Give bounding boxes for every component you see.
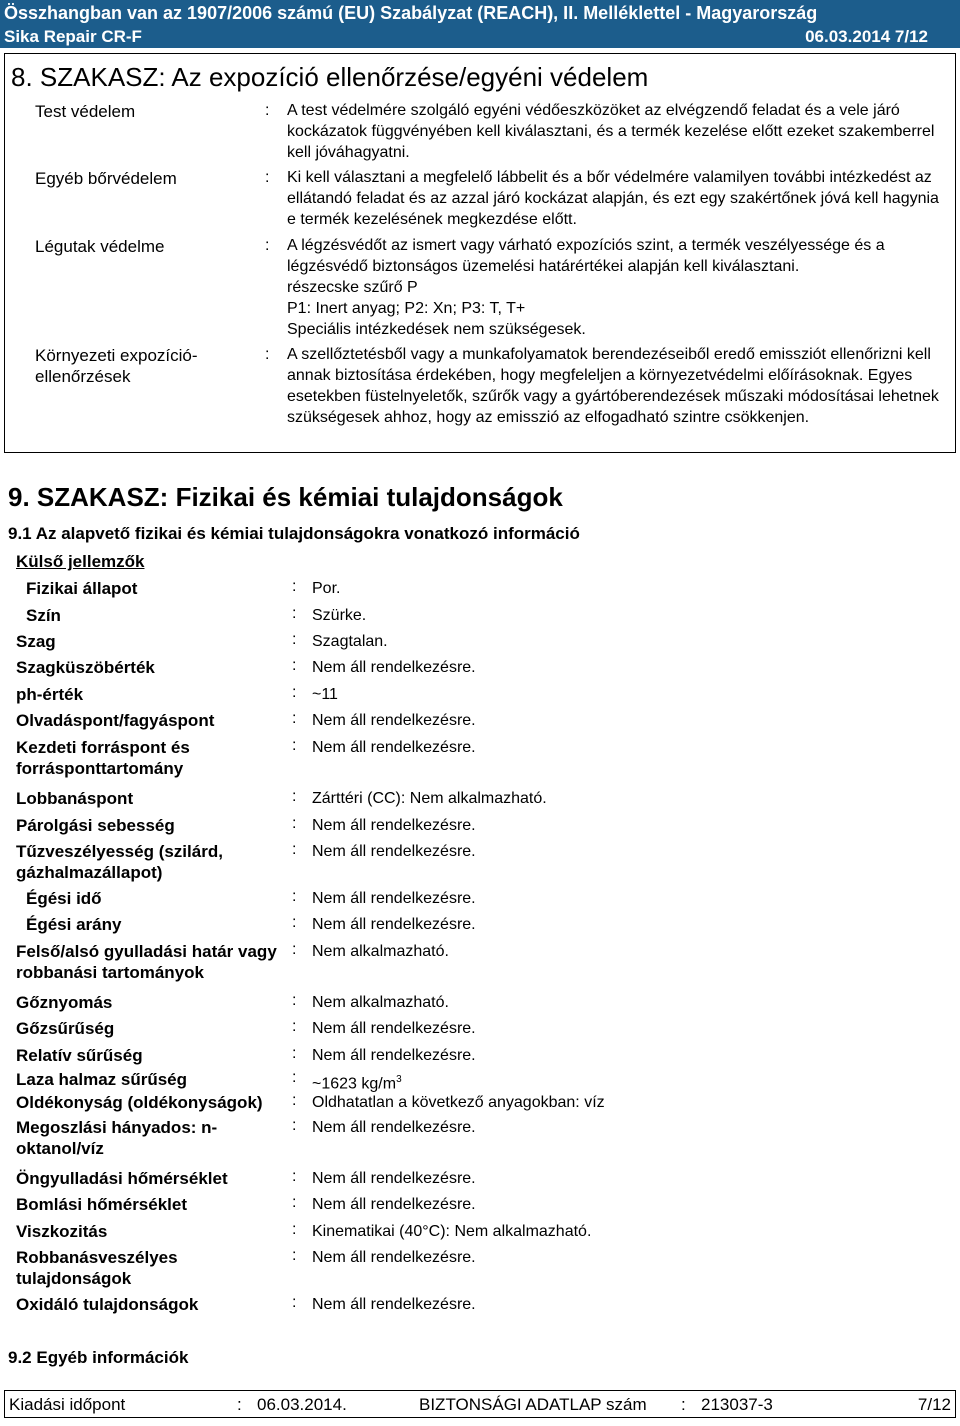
property-value-text: Nem áll rendelkezésre. xyxy=(312,1196,476,1213)
property-value-text: ~1623 kg/m xyxy=(312,1075,397,1093)
property-value xyxy=(312,1294,476,1315)
property-colon: : xyxy=(292,578,297,595)
issue-date-label: Kiadási időpont xyxy=(9,1395,126,1414)
property-colon: : xyxy=(292,710,297,727)
property-colon: : xyxy=(292,1092,297,1109)
property-value xyxy=(312,1221,591,1242)
property-label: Égési arány xyxy=(26,915,122,934)
property-value-text: Nem áll rendelkezésre. xyxy=(312,712,476,729)
respiratory-filter-classes: P1: Inert anyag; P2: Xn; P3: T, T+ xyxy=(287,300,526,317)
property-colon: : xyxy=(292,788,297,805)
property-colon: : xyxy=(292,631,297,648)
property-label: Megoszlási hányados: n-oktanol/víz xyxy=(16,1118,218,1158)
property-colon: : xyxy=(292,941,297,958)
sds-number: 213037-3 xyxy=(701,1395,773,1414)
issue-date: 06.03.2014. xyxy=(257,1395,347,1414)
property-value-text: Por. xyxy=(312,580,341,597)
property-value xyxy=(312,631,388,652)
property-value xyxy=(312,1168,476,1189)
property-colon: : xyxy=(292,1221,297,1238)
property-value xyxy=(312,1018,476,1039)
property-value xyxy=(312,1045,476,1066)
property-colon: : xyxy=(292,684,297,701)
property-value-text: ~11 xyxy=(312,686,338,703)
property-label: Olvadáspont/fagyáspont xyxy=(16,711,215,730)
subsection-9-1-title: 9.1 Az alapvető fizikai és kémiai tulajdonságokra vonatkozó információ xyxy=(8,524,580,543)
property-label: Öngyulladási hőmérséklet xyxy=(16,1169,228,1188)
property-value xyxy=(312,578,340,599)
footer-page-number: 7/12 xyxy=(917,1395,951,1414)
property-value xyxy=(312,710,476,731)
property-value xyxy=(312,737,476,758)
property-value-text: Nem áll rendelkezésre. xyxy=(312,1119,476,1136)
product-name: Sika Repair CR-F xyxy=(4,27,142,46)
property-value-text: Nem áll rendelkezésre. xyxy=(312,1020,476,1037)
property-value-text: Zárttéri (CC): Nem alkalmazható. xyxy=(312,790,547,807)
property-value-text: Nem áll rendelkezésre. xyxy=(312,1170,476,1187)
row-value: Ki kell választani a megfelelő lábbelit és a bőr védelmére valamilyen további intézkedést az ellátandó feladat és az azzal járó kockázat alapján, és ezt egy szakértőnek jóvá kell hagynia e termék kezelésének megkezdése előtt. xyxy=(287,169,939,228)
property-label: Viszkozitás xyxy=(16,1222,108,1241)
property-colon: : xyxy=(292,605,297,622)
property-value-text: Nem áll rendelkezésre. xyxy=(312,739,476,756)
property-colon: : xyxy=(292,1247,297,1264)
respiratory-special-measures: Speciális intézkedések nem szükségesek. xyxy=(287,321,586,338)
footer-colon: : xyxy=(681,1395,686,1414)
property-colon: : xyxy=(292,841,297,858)
property-label: Bomlási hőmérséklet xyxy=(16,1195,188,1214)
property-value xyxy=(312,841,476,862)
header-date-page: 06.03.2014 7/12 xyxy=(805,27,928,46)
property-value xyxy=(312,1069,402,1094)
property-value-text: Nem alkalmazható. xyxy=(312,943,449,960)
property-value-superscript: 3 xyxy=(396,1074,402,1085)
property-value xyxy=(312,684,338,705)
property-value-text: Oldhatatlan a következő anyagokban: víz xyxy=(312,1094,605,1111)
document-footer xyxy=(4,1390,956,1418)
row-colon: : xyxy=(265,102,270,119)
row-colon: : xyxy=(265,169,270,186)
property-value xyxy=(312,605,366,626)
property-value-text: Nem áll rendelkezésre. xyxy=(312,1296,476,1313)
property-label: Laza halmaz sűrűség xyxy=(16,1070,188,1089)
property-colon: : xyxy=(292,1018,297,1035)
property-value-text: Szürke. xyxy=(312,607,367,624)
section-8-title: 8. SZAKASZ: Az expozíció ellenőrzése/egyéni védelem xyxy=(11,62,649,92)
property-label: Gőzsűrűség xyxy=(16,1019,115,1038)
row-colon: : xyxy=(265,237,270,254)
property-value xyxy=(312,992,449,1013)
property-value-text: Nem áll rendelkezésre. xyxy=(312,1047,476,1064)
property-label: Kezdeti forráspont és forrásponttartomány xyxy=(16,738,190,778)
row-value: A szellőztetésből vagy a munkafolyamatok berendezéseiből eredő emissziót ellenőrizni kell annak biztosítása érdekében, hogy megfeleljen a környezetvédelmi előírásoknak. Egyes esetekben füstelnyeletők, szűrők vagy a gyártóberendezések műszaki módosításai lehetnek szükségesek ahhoz, hogy az emisszió az elfogadható szintre csökkenjen. xyxy=(287,346,939,426)
property-value-text: Nem áll rendelkezésre. xyxy=(312,659,476,676)
section-9-title: 9. SZAKASZ: Fizikai és kémiai tulajdonságok xyxy=(8,482,563,512)
document-header xyxy=(0,0,960,48)
subsection-9-2-title: 9.2 Egyéb információk xyxy=(8,1348,189,1367)
property-colon: : xyxy=(292,1045,297,1062)
property-colon: : xyxy=(292,1069,297,1086)
property-label: ph-érték xyxy=(16,685,84,704)
row-label: Egyéb bőrvédelem xyxy=(35,169,177,188)
section-8-box xyxy=(4,53,956,453)
respiratory-filter: részecske szűrő P xyxy=(287,279,418,296)
property-label: Lobbanáspont xyxy=(16,789,134,808)
property-colon: : xyxy=(292,1194,297,1211)
property-value xyxy=(312,815,476,836)
property-label: Oldékonyság (oldékonyságok) xyxy=(16,1093,263,1112)
property-value-text: Nem áll rendelkezésre. xyxy=(312,1249,476,1266)
sds-number-label: BIZTONSÁGI ADATLAP szám xyxy=(419,1395,647,1414)
footer-colon: : xyxy=(237,1395,242,1414)
property-colon: : xyxy=(292,737,297,754)
property-colon: : xyxy=(292,1117,297,1134)
row-label: Környezeti expozíció-ellenőrzések xyxy=(35,346,198,386)
property-label: Robbanásveszélyes tulajdonságok xyxy=(16,1248,178,1288)
respiratory-main-text: A légzésvédőt az ismert vagy várható expozíciós szint, a termék veszélyessége és a légzésvédő biztonságos üzemelési határértékei alapján kell kiválasztani. xyxy=(287,237,885,275)
header-title: Összhangban van az 1907/2006 számú (EU) Szabályzat (REACH), II. Melléklettel - Magyarország xyxy=(4,3,818,23)
property-value-text: Nem áll rendelkezésre. xyxy=(312,890,476,907)
external-characteristics-heading: Külső jellemzők xyxy=(16,552,145,571)
property-value-text: Nem alkalmazható. xyxy=(312,994,449,1011)
property-label: Szag xyxy=(16,632,56,651)
row-label: Légutak védelme xyxy=(35,237,165,256)
property-colon: : xyxy=(292,914,297,931)
property-colon: : xyxy=(292,992,297,1009)
property-label: Gőznyomás xyxy=(16,993,113,1012)
property-value-text: Kinematikai (40°C): Nem alkalmazható. xyxy=(312,1223,592,1240)
property-value xyxy=(312,1247,476,1268)
property-colon: : xyxy=(292,888,297,905)
property-label: Párolgási sebesség xyxy=(16,816,175,835)
property-label: Felső/alsó gyulladási határ vagy robbanási tartományok xyxy=(16,942,277,982)
property-value xyxy=(312,914,476,935)
row-value: A test védelmére szolgáló egyéni védőeszközöket az elvégzendő feladat és a vele járó kockázatok függvényében kell kiválasztani, és a termék kezelése előtt ezeket szakemberrel kell jóváhagyatni. xyxy=(287,102,935,161)
property-label: Szagküszöbérték xyxy=(16,658,155,677)
property-value xyxy=(312,941,449,962)
property-label: Relatív sűrűség xyxy=(16,1046,143,1065)
row-label: Test védelem xyxy=(35,102,136,121)
property-label: Égési idő xyxy=(26,889,102,908)
property-value xyxy=(312,888,476,909)
property-value xyxy=(312,788,547,809)
property-value xyxy=(312,1092,605,1113)
property-value-text: Szagtalan. xyxy=(312,633,388,650)
property-label: Fizikai állapot xyxy=(26,579,138,598)
property-value xyxy=(312,657,476,678)
property-value-text: Nem áll rendelkezésre. xyxy=(312,916,476,933)
property-colon: : xyxy=(292,815,297,832)
property-value-text: Nem áll rendelkezésre. xyxy=(312,843,476,860)
property-colon: : xyxy=(292,657,297,674)
property-label: Oxidáló tulajdonságok xyxy=(16,1295,199,1314)
property-label: Szín xyxy=(26,606,61,625)
property-colon: : xyxy=(292,1294,297,1311)
property-value-text: Nem áll rendelkezésre. xyxy=(312,817,476,834)
row-colon: : xyxy=(265,346,270,363)
property-label: Tűzveszélyesség (szilárd, gázhalmazállapot) xyxy=(16,842,223,882)
property-value xyxy=(312,1117,476,1138)
property-colon: : xyxy=(292,1168,297,1185)
property-value xyxy=(312,1194,476,1215)
row-value xyxy=(287,235,952,340)
